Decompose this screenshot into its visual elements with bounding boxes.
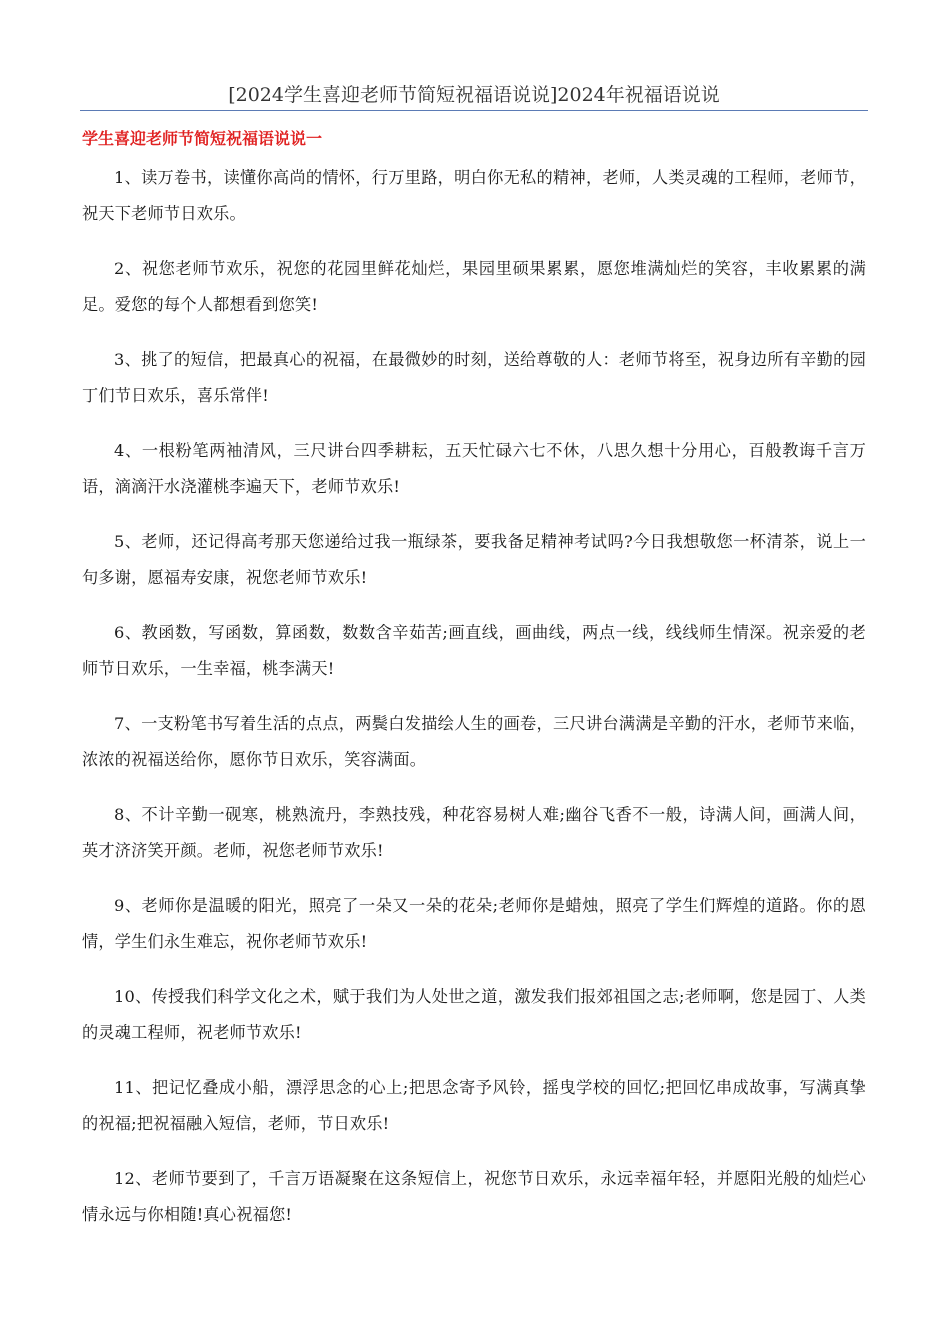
page-header — [80, 82, 868, 111]
wish-item-7: 7、一支粉笔书写着生活的点点，两鬓白发描绘人生的画卷，三尺讲台满满是辛勤的汗水，老师节来临，浓浓的祝福送给你，愿你节日欢乐，笑容满面。 — [82, 714, 866, 769]
wish-item-9: 9、老师你是温暖的阳光，照亮了一朵又一朵的花朵;老师你是蜡烛，照亮了学生们辉煌的道路。你的恩情，学生们永生难忘，祝你老师节欢乐! — [82, 896, 866, 951]
wish-item-4: 4、一根粉笔两袖清风，三尺讲台四季耕耘，五天忙碌六七不休，八思久想十分用心，百般教诲千言万语，滴滴汗水浇灌桃李遍天下，老师节欢乐! — [82, 441, 866, 496]
wish-item-11: 11、把记忆叠成小船，漂浮思念的心上;把思念寄予风铃，摇曳学校的回忆;把回忆串成故事，写满真挚的祝福;把祝福融入短信，老师，节日欢乐! — [82, 1078, 866, 1133]
wish-item-5: 5、老师，还记得高考那天您递给过我一瓶绿茶，要我备足精神考试吗?今日我想敬您一杯清茶，说上一句多谢，愿福寿安康，祝您老师节欢乐! — [82, 532, 866, 587]
wish-item-1: 1、读万卷书，读懂你高尚的情怀，行万里路，明白你无私的精神，老师，人类灵魂的工程师，老师节，祝天下老师节日欢乐。 — [82, 168, 866, 223]
wish-item-10: 10、传授我们科学文化之术，赋于我们为人处世之道，激发我们报郊祖国之志;老师啊，您是园丁、人类的灵魂工程师，祝老师节欢乐! — [82, 987, 866, 1042]
wish-list — [82, 160, 866, 1252]
wish-item-2: 2、祝您老师节欢乐，祝您的花园里鲜花灿烂，果园里硕果累累，愿您堆满灿烂的笑容，丰收累累的满足。爱您的每个人都想看到您笑! — [82, 259, 866, 314]
document-title: [2024学生喜迎老师节简短祝福语说说]2024年祝福语说说 — [228, 84, 720, 106]
wish-item-6: 6、教函数，写函数，算函数，数数含辛茹苦;画直线，画曲线，两点一线，线线师生情深。祝亲爱的老师节日欢乐，一生幸福，桃李满天! — [82, 623, 866, 678]
wish-item-8: 8、不计辛勤一砚寒，桃熟流丹，李熟技残，种花容易树人难;幽谷飞香不一般，诗满人间，画满人间，英才济济笑开颜。老师，祝您老师节欢乐! — [82, 805, 866, 860]
wish-item-12: 12、老师节要到了，千言万语凝聚在这条短信上，祝您节日欢乐，永远幸福年轻，并愿阳光般的灿烂心情永远与你相随!真心祝福您! — [82, 1169, 866, 1224]
wish-item-3: 3、挑了的短信，把最真心的祝福，在最微妙的时刻，送给尊敬的人：老师节将至，祝身边所有辛勤的园丁们节日欢乐，喜乐常伴! — [82, 350, 866, 405]
section-title: 学生喜迎老师节简短祝福语说说一 — [82, 129, 323, 148]
